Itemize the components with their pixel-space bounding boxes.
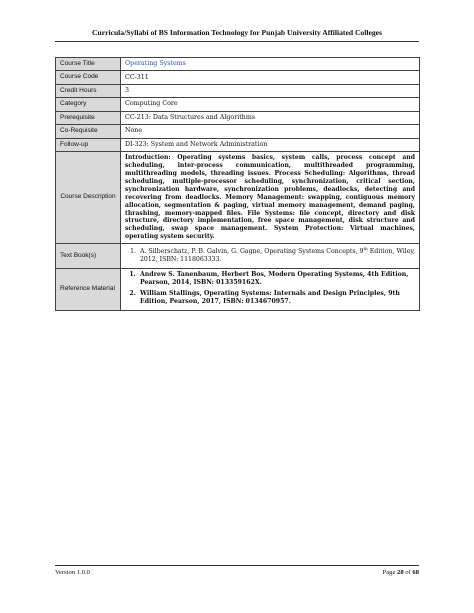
credit-hours-value: 3: [121, 84, 420, 97]
course-code-label: Course Code: [56, 71, 121, 84]
table-row: [56, 244, 420, 269]
page-of: of: [403, 569, 413, 576]
textbooks-cell: [121, 244, 420, 269]
course-description-text: Introduction: Operating systems basics, system calls, process concept and scheduling, inter-process communication, multithreaded programming, multithreading models, threading issues. Process Scheduling: Algorithms, thread scheduling, multiple-processor scheduling, synchronization, critical section, synchronization hardware, synchronization problems, deadlocks, detecting and recovering from deadlocks. Memory Management: swapping, contiguous memory allocation, segmentation & paging, virtual memory management, demand paging, thrashing, memory-mapped files. File Systems: file concept, directory and disk structure, directory implementation, free space management, disk structure and scheduling, swap space management. System Protection: Virtual machines, operating system security.: [121, 152, 420, 244]
table-row: [56, 138, 420, 151]
course-table: [55, 57, 420, 311]
course-code-value: CC-311: [121, 71, 420, 84]
corequisite-value: None: [121, 125, 420, 138]
page-current: 28: [397, 569, 404, 576]
page-number: [383, 569, 419, 576]
category-value: Computing Core: [121, 98, 420, 111]
credit-hours-label: Credit Hours: [56, 84, 121, 97]
corequisite-label: Co-Requisite: [56, 125, 121, 138]
list-item: 2. William Stallings, Operating Systems: Internals and Design Principles, 9th Edition, Pearson, 2017, ISBN: 0134670957.: [138, 290, 415, 306]
reference-material-label: Reference Material: [56, 269, 121, 310]
course-title-value: Operating Systems: [121, 58, 420, 71]
table-row: [56, 71, 420, 84]
table-row: [56, 58, 420, 71]
textbook-1-superscript: th: [363, 246, 368, 252]
textbook-list: [125, 246, 415, 264]
followup-label: Follow-up: [56, 138, 121, 151]
page-total: 68: [412, 569, 419, 576]
table-row: [56, 111, 420, 124]
list-item: 1. Andrew S. Tanenbaum, Herbert Bos, Modern Operating Systems, 4th Edition, Pearson, 2014, ISBN: 013359162X.: [138, 271, 415, 287]
textbook-1-text-end: Edition, Wiley, 2012, ISBN: 1118063333.: [140, 248, 415, 264]
reference-material-cell: [121, 269, 420, 310]
prerequisite-value: CC-213: Data Structures and Algorithms: [121, 111, 420, 124]
reference-list: [125, 271, 415, 305]
category-label: Category: [56, 98, 121, 111]
page-header: Curricula/Syllabi of BS Information Technology for Punjab University Affiliated Colleges: [92, 28, 382, 37]
followup-value: DI-323: System and Network Administration: [121, 138, 420, 151]
table-row: [56, 98, 420, 111]
header-divider: [55, 41, 419, 42]
page-prefix: Page: [382, 569, 398, 576]
textbooks-label: Text Book(s): [56, 244, 121, 269]
course-title-label: Course Title: [56, 58, 121, 71]
footer-divider: [55, 565, 419, 566]
table-row: [56, 84, 420, 97]
table-row: [56, 125, 420, 138]
table-row: [56, 152, 420, 244]
table-row: [56, 269, 420, 310]
prerequisite-label: Prerequisite: [56, 111, 121, 124]
version-label: Version 1.0.0: [55, 569, 90, 576]
textbook-1-text: A. Silberschatz, P. B. Galvin, G. Gagne, Operating Systems Concepts, 9: [140, 248, 364, 256]
course-description-label: Course Description: [56, 152, 121, 244]
list-item: [138, 246, 415, 264]
